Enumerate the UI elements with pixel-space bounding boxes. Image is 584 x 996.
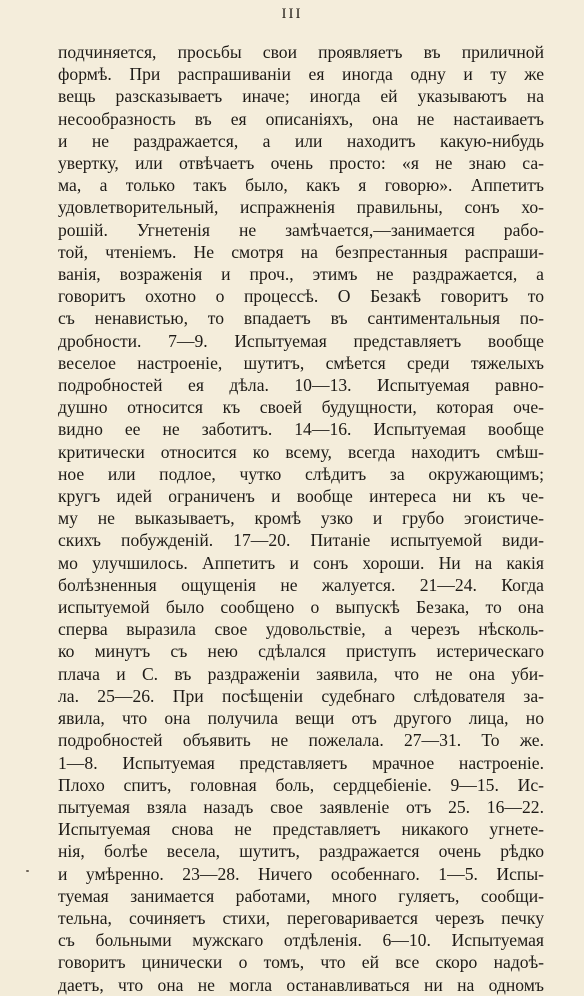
text-line: ла. 25—26. При посѣщеніи судебнаго слѣдователя за- [58,685,544,706]
page-number: III [281,6,303,22]
text-line: говоритъ цинически о томъ, что ей все скоро надоѣ- [58,952,544,973]
text-line: болѣзненныя ощущенія не жалуется. 21—24. Когда [58,574,544,595]
text-line: даетъ, что она не могла останавливаться ни на одномъ [58,974,544,995]
body-text [58,41,544,996]
text-line: нія, болѣе весела, шутитъ, раздражается очень рѣдко [58,841,544,862]
paper-speck [26,870,29,872]
text-line: Испытуемая снова не представляетъ никакого угнете- [58,819,544,840]
text-line: испытуемой было сообщено о выпускѣ Безака, то она [58,597,544,618]
text-line: формѣ. При распрашиваніи ея иногда одну и ту же [58,64,544,85]
text-line: подробностей ея дѣла. 10—13. Испытуемая равно- [58,375,544,396]
text-line: несообразность въ ея описаніяхъ, она не настаиваетъ [58,108,544,129]
text-line: и умѣренно. 23—28. Ничего особеннаго. 1—5. Испы- [58,863,544,884]
text-line: плача и С. въ раздраженіи заявила, что не она уби- [58,663,544,684]
text-line: съ больными мужскаго отдѣленія. 6—10. Испытуемая [58,930,544,951]
text-line: видно ее не заботитъ. 14—16. Испытуемая вообще [58,419,544,440]
text-line: душно относится къ своей будущности, которая оче- [58,397,544,418]
text-line: тельна, сочиняетъ стихи, переговаривается черезъ печку [58,907,544,928]
text-line: говоритъ охотно о процессѣ. О Безакѣ говоритъ то [58,286,544,307]
text-line: той, чтеніемъ. Не смотря на безпрестанныя распраши- [58,241,544,262]
text-line: рошій. Угнетенія не замѣчается,—занимается рабо- [58,219,544,240]
text-line: пытуемая взяла назадъ свое заявленіе отъ 25. 16—22. [58,796,544,817]
text-line: съ ненавистью, то впадаетъ въ сантиментальныя по- [58,308,544,329]
text-line: ное или подлое, чутко слѣдитъ за окружающимъ; [58,463,544,484]
text-line: туемая занимается работами, много гуляетъ, сообщи- [58,885,544,906]
text-line: увертку, или отвѣчаетъ очень просто: «я не знаю са- [58,153,544,174]
text-line: сперва выразила свое удовольствіе, а черезъ нѣсколь- [58,619,544,640]
text-line: и не раздражается, а или находитъ какую-нибудь [58,130,544,151]
text-line: подчиняется, просьбы свои проявляетъ въ приличной [58,42,544,62]
text-line: ма, а только такъ было, какъ я говорю». Аппетитъ [58,175,544,196]
text-line: критически относится ко всему, всегда находитъ смѣш- [58,441,544,462]
text-line: му не выказываетъ, кромѣ узко и грубо эгоистиче- [58,508,544,529]
text-line: удовлетворительный, испражненія правильны, сонъ хо- [58,197,544,218]
text-line: мо улучшилось. Аппетитъ и сонъ хороши. Ни на какія [58,552,544,573]
text-line: ванія, возраженія и проч., этимъ не раздражается, а [58,264,544,285]
text-line: 1—8. Испытуемая представляетъ мрачное настроеніе. [58,752,544,773]
text-line: ко минутъ съ нею сдѣлался приступъ истерическаго [58,641,544,662]
text-line: явила, что она получила вещи отъ другого лица, но [58,708,544,729]
text-line: скихъ побужденій. 17—20. Питаніе испытуемой види- [58,530,544,551]
text-line: кругъ идей ограниченъ и вообще интереса ни къ че- [58,486,544,507]
text-line: веселое настроеніе, шутитъ, смѣется среди тяжелыхъ [58,352,544,373]
text-line: дробности. 7—9. Испытуемая представляетъ вообще [58,330,544,351]
text-line: вещь разсказываетъ иначе; иногда ей указываютъ на [58,86,544,107]
text-line: подробностей объявить не пожелала. 27—31. То же. [58,730,544,751]
text-line: Плохо спитъ, головная боль, сердцебіеніе. 9—15. Ис- [58,774,544,795]
